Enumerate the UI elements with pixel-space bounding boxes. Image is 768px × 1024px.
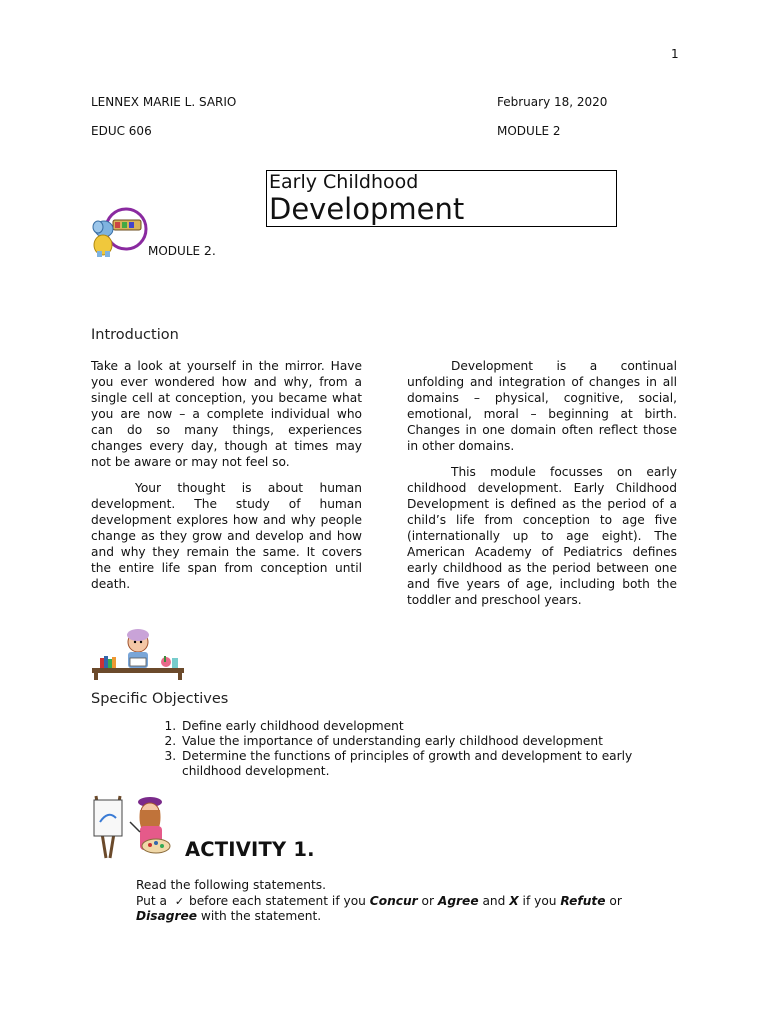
or-text: or [417,893,438,908]
introduction-left-column [91,358,362,602]
activity-line-3 [136,909,676,925]
activity-line-1: Read the following statements. [136,878,327,892]
put-a-text: Put a [136,893,167,908]
refute-text: Refute [560,893,606,908]
elephant-clipart-icon [88,205,150,260]
intro-paragraph-1: Take a look at yourself in the mirror. Have you ever wondered how and why, from a single cell at conception, you became what you are now – a complete individual who can do so many things, experiences changes every day, though at times may not be aware or may not feel so. [91,359,362,469]
title-line-1: Early Childhood [269,171,419,193]
introduction-heading: Introduction [91,327,179,343]
disagree-text: Disagree [136,909,198,923]
before-each-text: before each statement if you [185,893,370,908]
objective-item-3: 3. Determine the functions of principles of growth and development to early childhood development. [180,749,678,779]
activity-instructions [136,878,676,925]
module-number: MODULE 2 [497,124,561,138]
author-name: LENNEX MARIE L. SARIO [91,95,237,109]
introduction-right-column [407,358,677,618]
agree-text: Agree [437,893,479,908]
objective-item-2: 2. Value the importance of understanding early childhood development [180,734,678,749]
title-line-2: Development [269,192,465,226]
document-date: February 18, 2020 [497,95,608,109]
painter-clipart-icon [90,792,176,860]
page-number: 1 [671,47,679,61]
module-label [148,243,216,258]
objective-item-1: 1. Define early childhood development [180,719,678,734]
intro-paragraph-4: This module focusses on early childhood development. Early Childhood Development is defined as the period of a child’s life from conception to age five (internationally up to age eight). The American Academy of Pediatrics defines early childhood as the period between one and five years of age, including both the toddler and preschool years. [407,465,677,607]
child-reading-clipart-icon [90,628,186,682]
with-statement-text: with the statement. [197,909,322,923]
and-text: and [478,893,510,908]
activity-title: ACTIVITY 1. [185,838,315,861]
x-text: X [509,893,519,908]
if-you-text: if you [518,893,561,908]
check-mark-icon: ✓ [174,894,185,908]
title-box [266,170,617,227]
activity-line-2 [136,894,676,910]
objectives-list [158,719,678,779]
intro-paragraph-3: Development is a continual unfolding and integration of changes in all domains – physical, cognitive, social, emotional, moral – beginning at birth. Changes in one domain often reflect those in other domains. [407,359,677,453]
concur-text: Concur [369,893,418,908]
objectives-heading: Specific Objectives [91,691,229,707]
or-text-2: or [605,893,622,908]
module-label-number: 2. [203,243,216,258]
course-code: EDUC 606 [91,124,152,138]
module-word: MODULE [148,244,201,258]
intro-paragraph-2: Your thought is about human development. The study of human development explores how and why people change as they grow and develop and how and why they remain the same. It covers the entire life span from conception until death. [91,481,362,591]
